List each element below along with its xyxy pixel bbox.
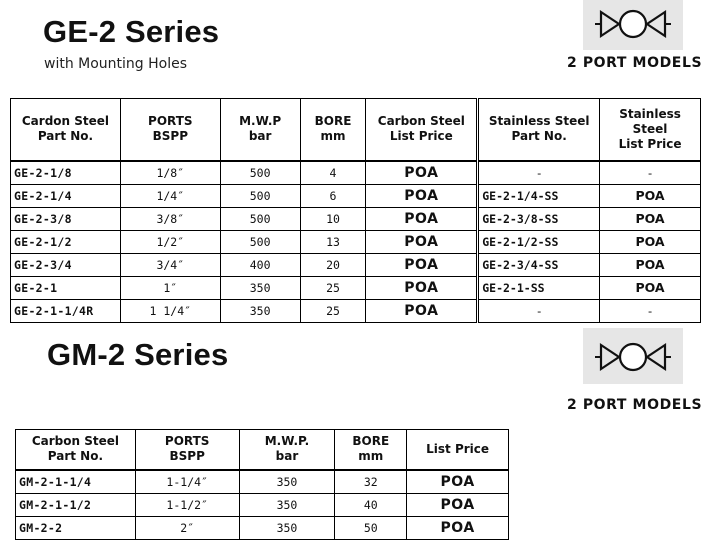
bore: 6 — [300, 184, 366, 207]
table-row — [11, 184, 701, 207]
bore: 25 — [300, 276, 366, 299]
part-no: GE-2-1/8 — [11, 161, 121, 185]
table-row — [11, 299, 701, 322]
ss-price: - — [600, 161, 701, 185]
cs-price: POA — [366, 161, 478, 185]
part-no: GM-2-1-1/4 — [16, 470, 136, 494]
ge-series-table — [10, 98, 701, 323]
bore: 20 — [300, 253, 366, 276]
part-no: GE-2-1/4 — [11, 184, 121, 207]
bore: 40 — [335, 493, 407, 516]
cs-price: POA — [366, 207, 478, 230]
ge-header-bore: BORE mm — [300, 99, 366, 161]
ss-price: POA — [600, 253, 701, 276]
table-row — [11, 276, 701, 299]
ss-part-no: GE-2-3/8-SS — [478, 207, 600, 230]
mwp: 500 — [220, 230, 300, 253]
mwp: 500 — [220, 207, 300, 230]
mwp: 350 — [239, 470, 335, 494]
bore: 32 — [335, 470, 407, 494]
gm-models-label: 2 PORT MODELS — [567, 397, 703, 413]
ge-series-title: GE-2 Series — [43, 14, 220, 49]
table-row — [16, 516, 509, 539]
ports: 1/2″ — [120, 230, 220, 253]
bore: 50 — [335, 516, 407, 539]
part-no: GE-2-1 — [11, 276, 121, 299]
ports: 1 1/4″ — [120, 299, 220, 322]
gm-header-bore: BORE mm — [335, 430, 407, 470]
valve-2-port-icon — [583, 0, 683, 50]
part-no: GE-2-1-1/4R — [11, 299, 121, 322]
ports: 1-1/2″ — [135, 493, 239, 516]
bore: 25 — [300, 299, 366, 322]
ss-price: POA — [600, 184, 701, 207]
ports: 3/8″ — [120, 207, 220, 230]
gm-series-title: GM-2 Series — [47, 337, 229, 372]
table-row — [11, 230, 701, 253]
ge-header-ports: PORTS BSPP — [120, 99, 220, 161]
ports: 2″ — [135, 516, 239, 539]
list-price: POA — [407, 493, 509, 516]
gm-header-part-no: Carbon Steel Part No. — [16, 430, 136, 470]
gm-header-list-price: List Price — [407, 430, 509, 470]
cs-price: POA — [366, 230, 478, 253]
cs-price: POA — [366, 276, 478, 299]
gm-header-ports: PORTS BSPP — [135, 430, 239, 470]
ports: 1/4″ — [120, 184, 220, 207]
ss-part-no: GE-2-1/4-SS — [478, 184, 600, 207]
table-row — [16, 470, 509, 494]
mwp: 350 — [239, 516, 335, 539]
bore: 4 — [300, 161, 366, 185]
part-no: GM-2-2 — [16, 516, 136, 539]
ge-models-label: 2 PORT MODELS — [567, 55, 703, 71]
ports: 1/8″ — [120, 161, 220, 185]
ports: 1-1/4″ — [135, 470, 239, 494]
gm-series-table — [15, 429, 509, 540]
ge-header-mwp: M.W.P bar — [220, 99, 300, 161]
mwp: 350 — [239, 493, 335, 516]
cs-price: POA — [366, 184, 478, 207]
list-price: POA — [407, 470, 509, 494]
table-row — [16, 493, 509, 516]
mwp: 500 — [220, 161, 300, 185]
ss-part-no: - — [478, 299, 600, 322]
mwp: 350 — [220, 276, 300, 299]
ge-series-subtitle: with Mounting Holes — [44, 56, 188, 72]
table-row — [11, 161, 701, 185]
part-no: GM-2-1-1/2 — [16, 493, 136, 516]
valve-2-port-icon — [583, 328, 683, 384]
ss-part-no: GE-2-3/4-SS — [478, 253, 600, 276]
part-no: GE-2-1/2 — [11, 230, 121, 253]
ss-part-no: GE-2-1-SS — [478, 276, 600, 299]
ports: 1″ — [120, 276, 220, 299]
cs-price: POA — [366, 299, 478, 322]
ge-header-ss-part-no: Stainless Steel Part No. — [478, 99, 600, 161]
ports: 3/4″ — [120, 253, 220, 276]
ss-part-no: GE-2-1/2-SS — [478, 230, 600, 253]
ss-price: POA — [600, 207, 701, 230]
part-no: GE-2-3/4 — [11, 253, 121, 276]
mwp: 500 — [220, 184, 300, 207]
ss-price: POA — [600, 230, 701, 253]
ge-header-ss-price: Stainless Steel List Price — [600, 99, 701, 161]
table-row — [11, 253, 701, 276]
ss-price: - — [600, 299, 701, 322]
table-row — [11, 207, 701, 230]
part-no: GE-2-3/8 — [11, 207, 121, 230]
mwp: 400 — [220, 253, 300, 276]
gm-header-mwp: M.W.P. bar — [239, 430, 335, 470]
list-price: POA — [407, 516, 509, 539]
ss-part-no: - — [478, 161, 600, 185]
ss-price: POA — [600, 276, 701, 299]
cs-price: POA — [366, 253, 478, 276]
ge-header-part-no: Cardon Steel Part No. — [11, 99, 121, 161]
ge-header-cs-price: Carbon Steel List Price — [366, 99, 478, 161]
bore: 10 — [300, 207, 366, 230]
mwp: 350 — [220, 299, 300, 322]
bore: 13 — [300, 230, 366, 253]
